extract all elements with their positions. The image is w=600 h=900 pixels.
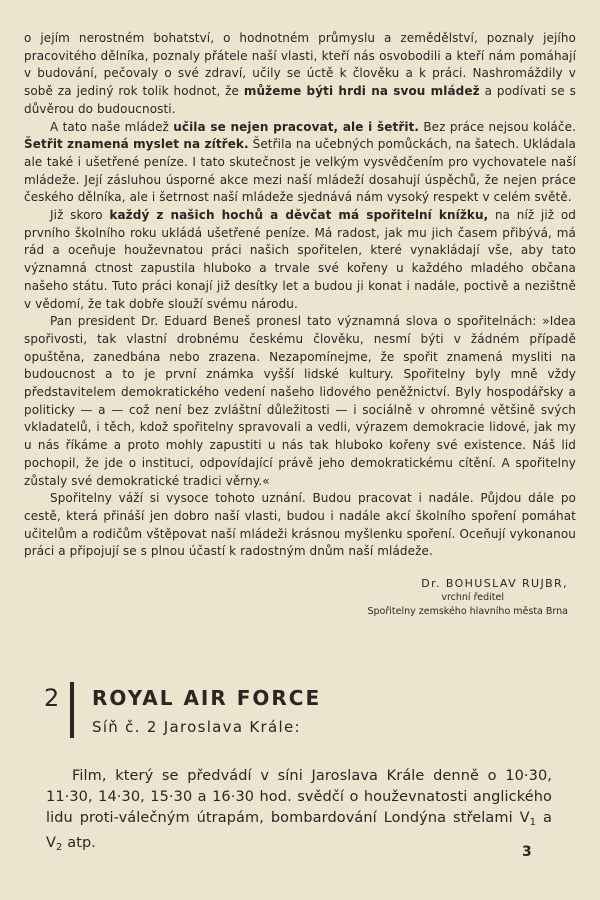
page-number: 3 xyxy=(522,844,532,860)
text: na níž již od prvního školního roku ukládá ušetřené peníze. Má radost, jak mu jich časem přibývá, má rád a oceňuje houževnatou práci našich spořitelen, které vynakládají vše, aby tato významná ctnost zapustila hluboko a trvale své kořeny u každého mladého občana našeho státu. Tuto práci konají již desítky let a budou ji konat i nadále, poctivě a nezištně v vědomí, že tak dobře slouží svému národu. xyxy=(24,208,576,311)
text: o jejím nerostném bohatství, o hodnotném průmyslu a zemědělství, poznaly jejího pracovitého dělníka, poznaly přátele naší vlasti, kteří nás osvobodili a kteří nám pomáhají v budování, pečovaly o své zdraví, učily se úctě k člověku a k práci. Nashromáždily v sobě za jediný rok tolik hodnot, že xyxy=(24,31,576,99)
section-divider-bar xyxy=(70,682,74,738)
film-description xyxy=(46,766,552,858)
subscript: 1 xyxy=(529,817,537,828)
emphasis: Šetřit znamená myslet na zítřek. xyxy=(24,137,249,152)
text: a podívati se s důvěrou do budoucnosti. xyxy=(24,84,576,116)
section-title: ROYAL AIR FORCE xyxy=(92,686,322,710)
emphasis: každý z našich hochů a děvčat má spořitelní knížku, xyxy=(109,208,489,223)
text: A tato naše mládež xyxy=(50,119,174,134)
paragraph-2 xyxy=(24,119,576,208)
signature-name: Dr. BOHUSLAV RUJBR, xyxy=(421,577,568,591)
emphasis: můžeme býti hrdi na svou mládež xyxy=(243,84,480,99)
emphasis: učila se nejen pracovat, ale i šetřit. xyxy=(173,119,420,134)
text: Již skoro xyxy=(50,208,110,223)
text: Bez práce nejsou koláče. xyxy=(419,119,576,134)
text: a V xyxy=(46,810,552,851)
paragraph-1 xyxy=(24,30,576,119)
text: Šetřila na učebných pomůckách, na šatech. Ukládala ale také i ušetřené peníze. I tato skutečnost je velkým vysvědčením pro vychovatele naší mládeže. Její zásluhou úsporné akce mezi naší mládeží dosahují úspěchů, že nejen práce českého dělníka, ale i šetrnost naší mládeže sjednává nám vysoký respekt v celém světě. xyxy=(24,137,576,205)
section-header xyxy=(40,676,560,746)
signature-block xyxy=(24,577,568,619)
paragraph-4-quote: Pan president Dr. Eduard Beneš pronesl tato významná slova o spořitelnách: »Idea spořivosti, tak vlastní drobnému českému člověku, nesmí býti v žádném případě opuštěna, zanedbána nebo zrazena. Nezapomínejme, že spořit znamená mysliti na budoucnost a to je první známka vyšší lidské kultury. Spořitelny byly mně vždy představitelem demokratického vedení našeho lidového peněžnictví. Byly hospodářsky a politicky — a — což není bez zvláštní důležitosti — i sociálně v ohromné většině svých vkladatelů, i těch, kdož spořitelny spravovali a vedli, výrazem demokracie lidové, jak my u nás říkáme a proto mohly zapustiti u nás tak hluboko kořeny své existence. Náš lid pochopil, že jde o instituci, odpovídající právě jeho demokratickému cítění. A spořitelny zůstaly své demokratické tradici věrny.« xyxy=(24,314,576,488)
signature-role: vrchní ředitel xyxy=(441,592,504,604)
paragraph-5: Spořitelny váží si vysoce tohoto uznání. Budou pracovat i nadále. Půjdou dále po cestě, která přináší jen dobro naší vlasti, budou i nadále akcí školního spoření pomáhat učitelům a rodičům vštěpovat naší mládeži krásnou myšlenku spoření. Oceňují vykonanou práci a připojují se s plnou účastí k radostným dnům naší mládeže. xyxy=(24,491,576,559)
signature-institution: Spořitelny zemského hlavního města Brna xyxy=(367,606,568,618)
paragraph-3 xyxy=(24,207,576,313)
article-body xyxy=(24,30,576,619)
text: atp. xyxy=(62,835,96,851)
section-number: 2 xyxy=(44,684,60,712)
section-subtitle: Síň č. 2 Jaroslava Krále: xyxy=(92,718,301,736)
subscript: 2 xyxy=(56,842,63,853)
text: Film, který se předvádí v síni Jaroslava Krále denně o 10·30, 11·30, 14·30, 15·30 a 16·30 hod. svědčí o houževnatosti anglického lidu proti-válečným útrapám, bombardování Londýna střelami V xyxy=(46,768,552,826)
